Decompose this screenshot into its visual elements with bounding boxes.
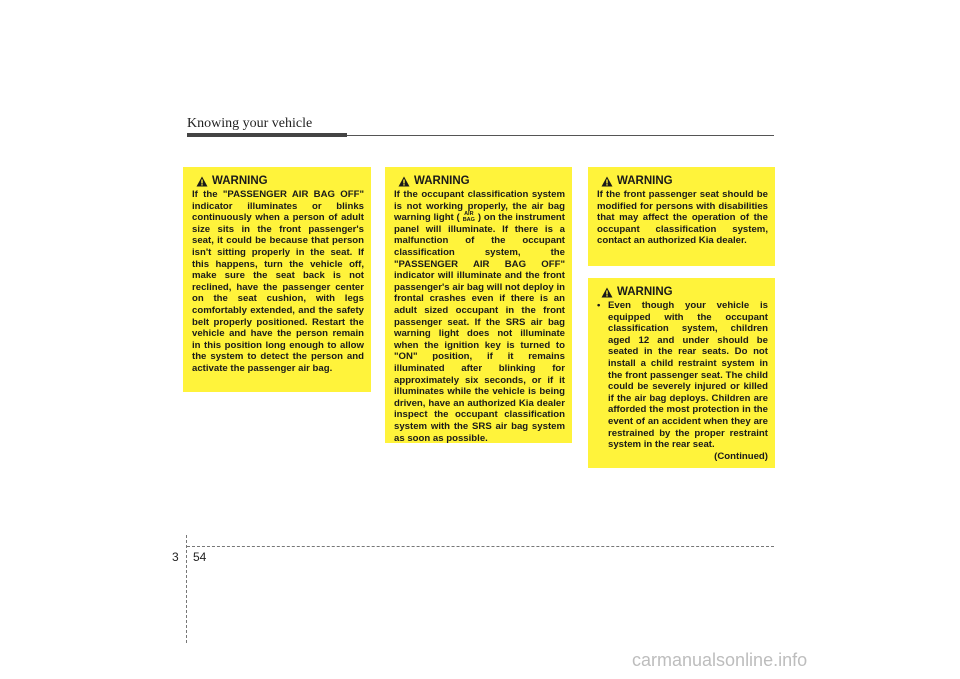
warning-title-4 [597, 286, 768, 298]
warning-title-1 [192, 175, 364, 187]
chapter-number: 3 [172, 550, 179, 564]
warning-body-2-part-2: ) on the instrument panel will illuminate. If there is a malfunction of the occupant classification system, the "PASSENGER AIR BAG OFF" indicator will illuminate and the front passenger's air bag will not deploy in frontal crashes even if there is an adult sized occupant in the front passenger seat. If the SRS air bag warning light does not illuminate when the ignition key is turned to "ON" position, if it remains illuminated after blinking for approximately six seconds, or if it illuminates while the vehicle is being driven, have an authorized Kia dealer inspect the occupant classification system with the SRS air bag system as soon as possible. [394, 212, 565, 444]
warning-box-2 [385, 167, 572, 443]
warning-bullet-row [597, 300, 768, 451]
warning-triangle-icon [398, 176, 410, 187]
warning-triangle-icon [196, 176, 208, 187]
warning-box-4 [588, 278, 775, 468]
warning-title-text-1: WARNING [212, 175, 268, 187]
footer-vertical-rule [186, 535, 187, 643]
warning-box-1 [183, 167, 371, 392]
header-rule-accent [187, 133, 347, 137]
bullet-mark: • [597, 300, 601, 311]
warning-body-3: If the front passenger seat should be modified for persons with disabilities that may affect the operation of the occupant classification system, contact an authorized Kia dealer. [597, 189, 768, 247]
warning-body-2 [394, 189, 565, 444]
footer-rule [187, 546, 774, 547]
continued-label: (Continued) [714, 450, 768, 462]
header-title: Knowing your vehicle [187, 116, 313, 131]
airbag-icon-text-bottom: BAG [462, 216, 475, 223]
warning-box-3 [588, 167, 775, 266]
warning-triangle-icon [601, 287, 613, 298]
warning-body-1: If the "PASSENGER AIR BAG OFF" indicator illuminates or blinks continuously when a person of adult size sits in the front passenger's seat, it could be because that person isn't sitting properly in the seat. If this happens, turn the vehicle off, make sure the seat back is not reclined, have the passenger center on the seat cushion, with legs comfortably extended, and the safety belt properly positioned. Restart the vehicle and have the person remain in this position long enough to allow the system to detect the person and activate the passenger air bag. [192, 189, 364, 374]
warning-title-3 [597, 175, 768, 187]
warning-title-2 [394, 175, 565, 187]
warning-title-text-4: WARNING [617, 286, 673, 298]
warning-body-4: Even though your vehicle is equipped with the occupant classification system, children aged 12 and under should be seated in the rear seats. Do not install a child restraint system in the front passenger seat. The child could be severely injured or killed if the air bag deploys. Children are afforded the most protection in the event of an accident when they are restrained by the proper restraint system in the rear seat. [608, 300, 768, 451]
airbag-warning-icon [463, 212, 475, 223]
warning-body-2-part-1: If the occupant classification system is not working properly, the air bag warning light ( [394, 189, 565, 224]
page-number: 54 [193, 550, 207, 564]
airbag-icon-text-top: AIR [464, 211, 474, 218]
watermark: carmanualsonline.info [632, 650, 808, 670]
warning-title-text-2: WARNING [414, 175, 470, 187]
warning-triangle-icon [601, 176, 613, 187]
warning-title-text-3: WARNING [617, 175, 673, 187]
